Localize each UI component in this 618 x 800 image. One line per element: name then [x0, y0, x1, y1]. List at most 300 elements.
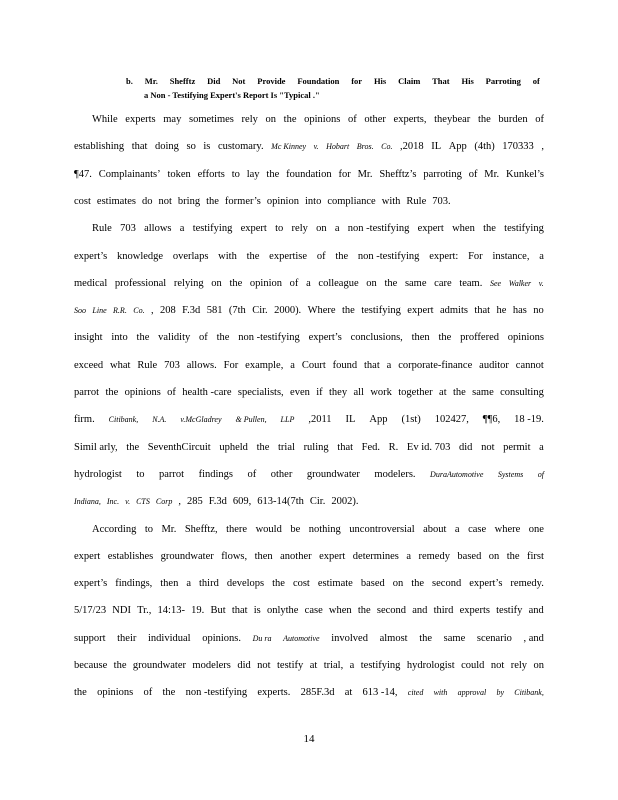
text-word: 703 [164, 359, 180, 371]
text-word: opinions [97, 687, 134, 699]
text-line [74, 632, 544, 646]
text-word: on [265, 114, 277, 125]
text-word: one [528, 523, 544, 535]
text-word: But [210, 605, 226, 617]
text-word: groundwater [132, 660, 186, 671]
text-line [74, 250, 544, 264]
text-word: the [126, 441, 140, 453]
text-word: a [334, 223, 340, 235]
text-word: 609, [232, 496, 252, 508]
text-word: of [535, 114, 544, 125]
text-line [74, 577, 544, 591]
text-word: burden [498, 114, 528, 125]
text-word: based [457, 550, 482, 562]
text-word: estimates [96, 195, 136, 207]
text-word: For [468, 250, 483, 262]
citation-word: LLP [280, 415, 295, 425]
text-word: 703. [432, 195, 451, 207]
text-word: a [406, 550, 411, 562]
text-word: Kunkel’s [506, 168, 544, 180]
text-word: they [329, 387, 348, 398]
text-word: a [454, 523, 460, 535]
text-word: experts [459, 605, 490, 617]
citation-word: of [537, 469, 544, 479]
text-word: Ev id. 703 [406, 441, 451, 453]
text-word: together [398, 387, 433, 398]
text-word: App [448, 141, 467, 153]
text-word: the [136, 332, 150, 344]
text-word: F.3d [208, 496, 227, 508]
text-word: , [541, 141, 544, 153]
text-word: Rule [92, 223, 112, 235]
text-word: the [105, 387, 119, 398]
text-word: the [283, 114, 297, 125]
text-word: ruling [303, 441, 329, 453]
text-word: testify [277, 660, 304, 671]
text-line [74, 195, 544, 209]
text-word: parrot [159, 468, 185, 480]
text-word: involved [331, 632, 368, 644]
text-word: NDI [112, 605, 131, 617]
text-word: customary. [217, 141, 264, 153]
text-word: the [438, 332, 452, 344]
text-word: the [246, 250, 260, 262]
text-word: sometimes [188, 114, 234, 125]
text-word: non -testifying [185, 687, 248, 699]
text-word: could [461, 660, 485, 671]
text-word: the [506, 550, 520, 562]
citation-word: Citibank, [108, 415, 139, 425]
text-word: App [369, 414, 388, 426]
text-word: opinions [124, 387, 161, 398]
text-word: third [433, 605, 454, 617]
text-word: relying [173, 277, 204, 289]
text-word: the [162, 687, 176, 699]
text-word: non -testifying [347, 223, 410, 235]
text-word: Court [301, 359, 326, 371]
text-word: where [494, 523, 521, 535]
text-word: case [468, 523, 487, 535]
citation-word: by [496, 688, 505, 698]
section-heading [126, 74, 540, 102]
text-word: lay [246, 168, 260, 180]
text-word: almost [379, 632, 408, 644]
text-word: ,2011 [308, 414, 332, 426]
text-word: care [434, 277, 452, 289]
text-word: rely [291, 223, 308, 235]
text-word: the [266, 168, 280, 180]
heading-word: for [351, 76, 363, 86]
text-word: hydrologist [406, 660, 455, 671]
text-word: Cir. [309, 496, 326, 508]
text-word: IL [431, 141, 442, 153]
heading-word: Shefftz [169, 76, 196, 86]
text-word: permit [503, 441, 531, 453]
text-word: even [290, 387, 310, 398]
citation-word: Inc. [106, 497, 120, 507]
text-line [74, 331, 544, 345]
text-word: Tr., [137, 605, 152, 617]
text-word: experts. [257, 687, 291, 699]
text-word: 703 [120, 223, 136, 235]
text-word: there [226, 523, 248, 535]
text-word: experts [125, 114, 156, 125]
text-word: proffered [460, 332, 499, 344]
text-word: expert [319, 550, 346, 562]
text-word: theybear [434, 114, 471, 125]
text-word: compliance [327, 195, 376, 207]
text-word: may [163, 114, 182, 125]
citation-word: Systems [497, 469, 524, 479]
text-word: example, [245, 359, 284, 371]
text-word: the [229, 277, 243, 289]
citation-word: cited [407, 688, 424, 698]
text-word: other [364, 114, 386, 125]
text-word: be [290, 523, 301, 535]
text-word: specialists, [237, 387, 284, 398]
text-line [92, 113, 544, 127]
text-word: rely [510, 660, 528, 671]
text-word: a [179, 223, 185, 235]
text-word: R. [388, 441, 399, 453]
text-word: of [316, 250, 326, 262]
text-word: 102427, [434, 414, 469, 426]
text-word: the [206, 195, 219, 207]
text-word: For [223, 359, 239, 371]
text-word: is [203, 141, 211, 153]
text-word: opinions. [202, 632, 242, 644]
text-word: expert [74, 550, 101, 562]
text-word: insight [74, 332, 103, 344]
text-word: not [490, 660, 505, 671]
text-word: that [131, 141, 148, 153]
text-word: a [290, 359, 295, 371]
text-word: the [341, 305, 355, 317]
text-word: cost [292, 578, 310, 590]
text-word: is [253, 605, 261, 617]
citation-word: Co. [133, 306, 145, 316]
text-word: a [539, 441, 544, 453]
text-word: expert: [429, 250, 459, 262]
text-word: based [360, 578, 385, 590]
text-word: (1st) [401, 414, 421, 426]
text-word: modelers [192, 660, 231, 671]
text-line [74, 277, 544, 291]
text-word: Mr. [484, 168, 500, 180]
citation-word: Bros. [356, 142, 374, 152]
text-word: opinion [266, 195, 299, 207]
text-word: with [381, 195, 401, 207]
text-word: , and [523, 632, 544, 644]
text-word: expert [417, 223, 444, 235]
text-word: expert’s [469, 578, 503, 590]
text-word: Where [307, 305, 336, 317]
text-word: cost [74, 195, 91, 207]
text-word: testifying [192, 223, 233, 235]
text-word: found [332, 359, 358, 371]
text-word: parroting [423, 168, 462, 180]
citation-word: DuraAutomotive [430, 469, 484, 479]
text-word: for [338, 168, 351, 180]
text-word: testifying [361, 305, 401, 317]
text-word: former’s [224, 195, 261, 207]
text-word: expert [407, 305, 434, 317]
text-word: ¶¶6, [482, 414, 501, 426]
text-word: 5/17/23 [74, 605, 107, 617]
citation-word: Walker [508, 278, 532, 288]
text-word: parrot [74, 387, 100, 398]
text-word: corporate-finance [398, 359, 473, 371]
text-word: health -care [182, 387, 232, 398]
text-word: modelers. [374, 468, 416, 480]
heading-word: His [461, 76, 474, 86]
text-word: non -testifying [238, 332, 300, 344]
text-line [74, 413, 544, 427]
heading-word: Did [207, 76, 221, 86]
text-word: the [483, 223, 496, 235]
citation-word: v. [538, 278, 544, 288]
text-word: (7th [228, 305, 246, 317]
text-word: allows. [186, 359, 217, 371]
text-word: expert’s [74, 250, 108, 262]
text-word: remedy. [510, 578, 544, 590]
text-word: to [231, 168, 240, 180]
text-word: admits [439, 305, 468, 317]
text-word: and [412, 605, 428, 617]
text-word: work [370, 387, 392, 398]
text-word: rely [241, 114, 258, 125]
text-word: 19. [191, 605, 205, 617]
text-word: scenario [476, 632, 512, 644]
text-word: about [423, 523, 447, 535]
text-word: the [335, 250, 349, 262]
text-word: would [255, 523, 282, 535]
text-word: foundation [286, 168, 332, 180]
text-word: cannot [515, 359, 544, 371]
text-word: the [384, 277, 398, 289]
text-word: same [404, 277, 427, 289]
text-word: a [386, 359, 392, 371]
citation-word: Citibank, [514, 688, 544, 698]
text-word: of [167, 387, 176, 398]
text-word: has [512, 305, 527, 317]
text-word: same [472, 387, 494, 398]
text-word: if [316, 387, 323, 398]
text-word: support [74, 632, 106, 644]
heading-word: Claim [398, 76, 421, 86]
text-line [74, 495, 544, 509]
text-word: to [144, 523, 153, 535]
citation-word: approval [457, 688, 487, 698]
text-word: the [113, 660, 127, 671]
text-word: exceed [74, 359, 104, 371]
text-line [74, 386, 544, 400]
text-word: of [468, 168, 478, 180]
text-word: on [366, 277, 377, 289]
text-word: expert [240, 223, 267, 235]
text-word: trial [278, 441, 295, 453]
text-word: experts, [393, 114, 427, 125]
citation-word: v.McGladrey [180, 415, 222, 425]
text-word: at [344, 687, 353, 699]
text-word: firm. [74, 414, 95, 426]
heading-word: b. [126, 76, 133, 86]
text-line [92, 222, 544, 236]
text-word: the [477, 114, 491, 125]
citation-word: Line [92, 306, 107, 316]
text-word: nothing [308, 523, 341, 535]
text-line [74, 359, 544, 373]
text-word: another [280, 550, 312, 562]
text-word: allows [144, 223, 172, 235]
text-word: same [443, 632, 466, 644]
text-word: testify [496, 605, 523, 617]
text-word: determines [352, 550, 399, 562]
text-word: Complainants’ [98, 168, 161, 180]
text-word: conclusions, [350, 332, 403, 344]
text-word: establishes [107, 550, 154, 562]
text-word: medical [74, 277, 108, 289]
text-word: testifying [360, 660, 401, 671]
text-word: when [328, 605, 352, 617]
citation-word: CTS [136, 497, 150, 507]
text-word: not [158, 195, 172, 207]
text-word: individual [148, 632, 191, 644]
text-word: on [316, 223, 327, 235]
text-word: efforts [197, 168, 225, 180]
text-line [74, 550, 544, 564]
text-word: on [488, 550, 500, 562]
text-word: did [237, 660, 251, 671]
text-word: that [231, 605, 248, 617]
heading-word: Parroting [485, 76, 521, 86]
text-word: on [211, 277, 222, 289]
text-word: the [272, 578, 285, 590]
text-word: Fed. [361, 441, 381, 453]
text-word: groundwater [306, 468, 360, 480]
text-word: instance, [492, 250, 530, 262]
text-word: 285F.3d [300, 687, 335, 699]
text-word: a [349, 660, 355, 671]
text-word: 2000). [274, 305, 302, 317]
heading-line-2: a Non - Testifying Expert's Report Is "Typical ." [144, 90, 320, 100]
text-word: at [309, 660, 318, 671]
text-word: the [452, 387, 466, 398]
text-word: Simil arly, [74, 441, 118, 453]
text-word: all [353, 387, 364, 398]
text-word: remedy [418, 550, 450, 562]
text-word: upheld [219, 441, 248, 453]
text-word: a [306, 277, 311, 289]
text-word: not [481, 441, 495, 453]
text-word: bring [177, 195, 201, 207]
text-word: then [160, 578, 179, 590]
text-word: of [143, 687, 153, 699]
text-word: According [92, 523, 137, 535]
text-word: F.3d [182, 305, 201, 317]
text-word: , [150, 305, 154, 317]
text-word: the [216, 332, 230, 344]
citation-word: Co. [381, 142, 393, 152]
text-word: third [198, 578, 219, 590]
text-word: non -testifying [357, 250, 420, 262]
text-word: colleague [318, 277, 359, 289]
text-word: first [527, 550, 544, 562]
text-word: into [304, 195, 322, 207]
text-word: did [459, 441, 473, 453]
text-word: the [411, 578, 425, 590]
text-word: 18 -19. [514, 414, 544, 426]
text-word: groundwater [160, 550, 214, 562]
text-line [74, 604, 544, 618]
citation-word: Hobart [326, 142, 350, 152]
citation-word: Mc Kinney [271, 142, 307, 152]
text-word: Shefftz’s [379, 168, 417, 180]
text-word: he [496, 305, 507, 317]
text-word: findings [198, 468, 234, 480]
text-word: a [186, 578, 191, 590]
text-word: case [304, 605, 323, 617]
text-word: team. [459, 277, 483, 289]
text-word: 285 [186, 496, 203, 508]
text-word: 613-14(7th [257, 496, 304, 508]
citation-word: N.A. [152, 415, 167, 425]
text-word: no [533, 305, 544, 317]
text-word: on [533, 660, 544, 671]
text-word: develops [226, 578, 265, 590]
text-word: ,2018 [400, 141, 424, 153]
text-word: do [142, 195, 153, 207]
text-word: auditor [479, 359, 509, 371]
text-word: opinions [304, 114, 341, 125]
citation-word: Du ra [252, 633, 272, 643]
text-word: professional [114, 277, 167, 289]
text-word: opinions [507, 332, 544, 344]
citation-word: v. [313, 142, 319, 152]
text-word: because [74, 660, 108, 671]
text-word: the [256, 441, 270, 453]
text-word: that [364, 359, 380, 371]
text-word: the [74, 687, 87, 699]
text-word: the [357, 605, 371, 617]
text-word: consulting [500, 387, 544, 398]
heading-word: That [432, 76, 450, 86]
text-word: ¶47. [74, 168, 92, 180]
citation-word: Indiana, [74, 497, 101, 507]
text-word: trial, [323, 660, 344, 671]
heading-word: Not [232, 76, 246, 86]
text-word: findings, [115, 578, 153, 590]
text-word: validity [158, 332, 191, 344]
text-word: Shefftz, [184, 523, 218, 535]
text-word: 14:13- [157, 605, 185, 617]
text-word: 170333 [502, 141, 534, 153]
text-word: other [270, 468, 293, 480]
text-word: so [186, 141, 196, 153]
text-word: flows, [221, 550, 248, 562]
text-word: Mr. [357, 168, 373, 180]
heading-word: Mr. [144, 76, 158, 86]
text-word: overlaps [172, 250, 209, 262]
text-word: testifying [504, 223, 544, 235]
text-word: (4th) [474, 141, 495, 153]
text-word: what [110, 359, 131, 371]
page-number: 14 [303, 733, 315, 745]
citation-word: & Pullen, [235, 415, 267, 425]
text-word: hydrologist [74, 468, 122, 480]
text-line [74, 168, 544, 182]
text-word: that [337, 441, 354, 453]
